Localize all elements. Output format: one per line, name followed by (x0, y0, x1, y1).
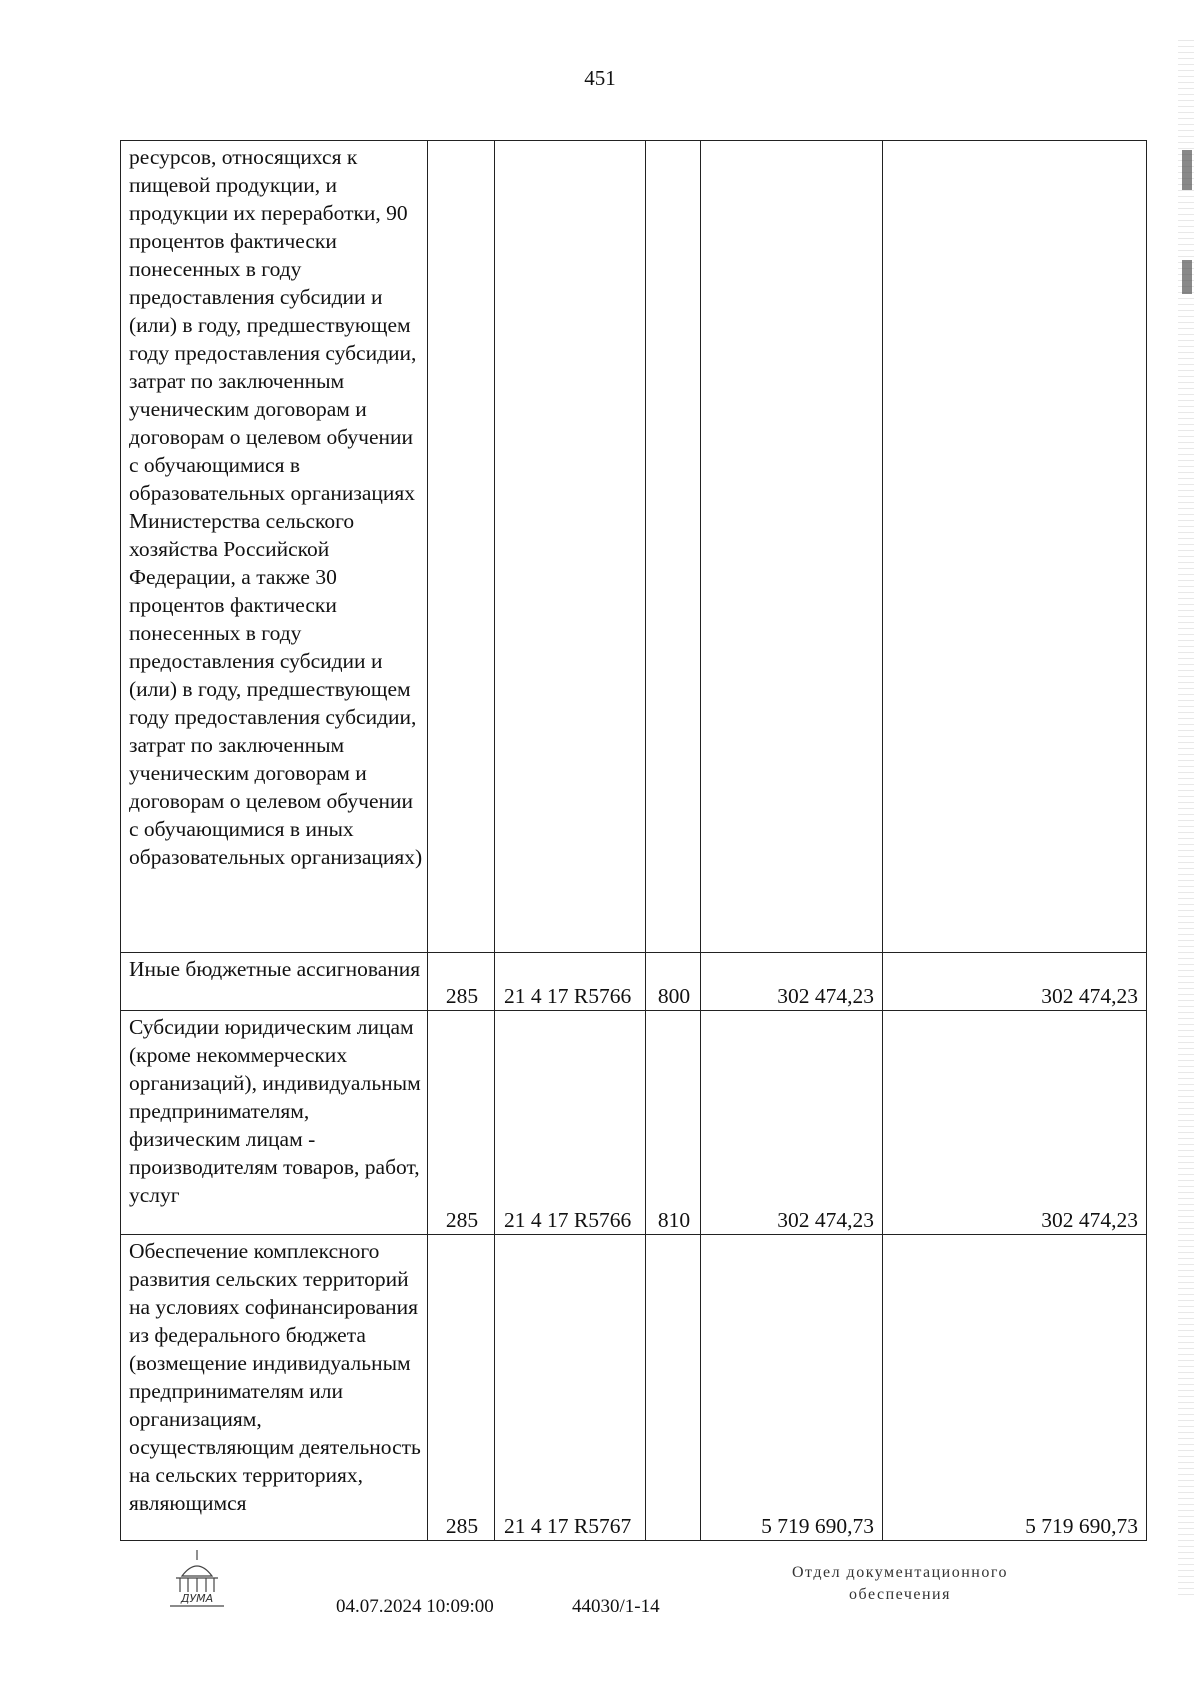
ministry-code-cell (428, 141, 495, 953)
amount-cell-2 (883, 141, 1147, 953)
amount-cell-2: 5 719 690,73 (883, 1235, 1147, 1541)
ministry-code-cell: 285 (428, 1011, 495, 1235)
ministry-code-cell: 285 (428, 953, 495, 1011)
table-row (121, 1235, 1147, 1541)
expense-type-cell: 810 (646, 1011, 701, 1235)
table-row (121, 1011, 1147, 1235)
row-name-cell: Обеспечение комплексного развития сельских территорий на условиях софинансирования из федерального бюджета (возмещение индивидуальным предпринимателям или организациям, осуществляющим деятельность на сельских территориях, являющимся (121, 1235, 428, 1541)
amount-cell-1 (701, 141, 883, 953)
scan-mark (1182, 260, 1192, 294)
expense-type-cell (646, 1235, 701, 1541)
department-stamp (760, 1562, 1040, 1606)
page-number: 451 (584, 66, 616, 90)
stamp-line-2: обеспечения (849, 1586, 951, 1603)
amount-cell-1: 5 719 690,73 (701, 1235, 883, 1541)
target-article-cell: 21 4 17 R5766 (495, 1011, 646, 1235)
amount-cell-2: 302 474,23 (883, 1011, 1147, 1235)
stamp-line-1: Отдел документационного (791, 1564, 1009, 1581)
table-row (121, 953, 1147, 1011)
expense-type-cell: 800 (646, 953, 701, 1011)
duma-logo-icon (164, 1548, 230, 1610)
row-name-cell: Иные бюджетные ассигнования (121, 953, 428, 1011)
amount-cell-2: 302 474,23 (883, 953, 1147, 1011)
logo-text: ДУМА (180, 1592, 214, 1605)
target-article-cell (495, 141, 646, 953)
table-row (121, 141, 1147, 953)
target-article-cell: 21 4 17 R5767 (495, 1235, 646, 1541)
target-article-cell: 21 4 17 R5766 (495, 953, 646, 1011)
footer-datetime: 04.07.2024 10:09:00 (336, 1596, 494, 1617)
footer-reg-number: 44030/1-14 (572, 1596, 660, 1617)
row-name-cell: ресурсов, относящихся к пищевой продукции, и продукции их переработки, 90 процентов фактически понесенных в году предоставления субсидии и (или) в году, предшествующем году предоставления субсидии, затрат по заключенным ученическим договорам и договорам о целевом обучении с обучающимися в образовательных организациях Министерства сельского хозяйства Российской Федерации, а также 30 процентов фактически понесенных в году предоставления субсидии и (или) в году, предшествующем году предоставления субсидии, затрат по заключенным ученическим договорам и договорам о целевом обучении с обучающимися в иных образовательных организациях) (121, 141, 428, 953)
ministry-code-cell: 285 (428, 1235, 495, 1541)
amount-cell-1: 302 474,23 (701, 953, 883, 1011)
budget-table (120, 140, 1147, 1541)
expense-type-cell (646, 141, 701, 953)
amount-cell-1: 302 474,23 (701, 1011, 883, 1235)
scan-mark (1182, 150, 1192, 190)
row-name-cell: Субсидии юридическим лицам (кроме некоммерческих организаций), индивидуальным предпринимателям, физическим лицам - производителям товаров, работ, услуг (121, 1011, 428, 1235)
